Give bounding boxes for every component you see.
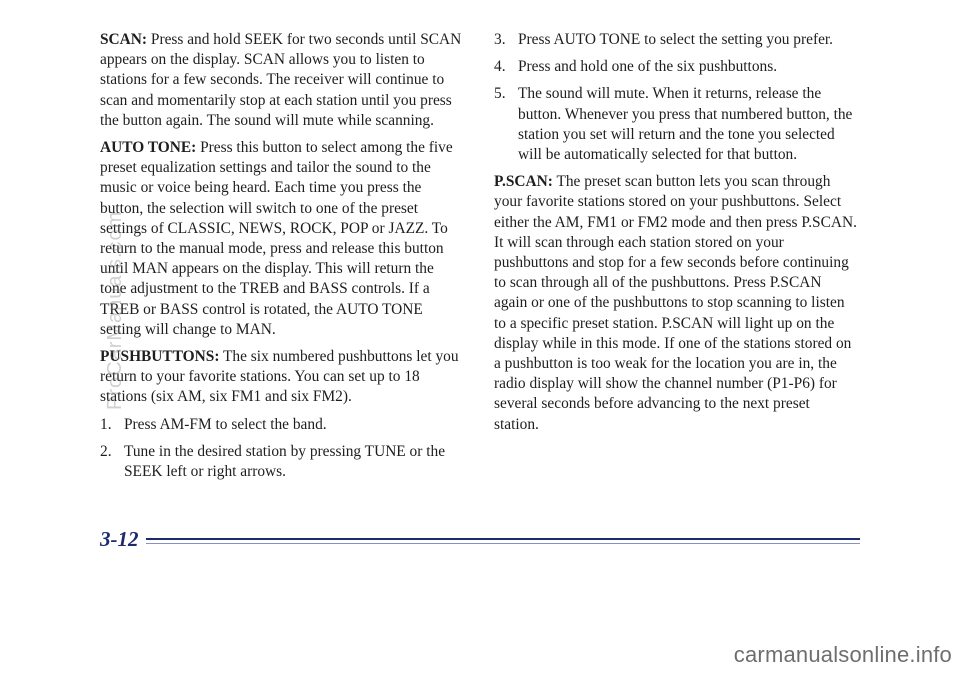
step-number: 5.	[494, 85, 506, 103]
step-number: 3.	[494, 31, 506, 48]
pscan-term: P.SCAN:	[494, 173, 553, 191]
page-footer	[100, 525, 860, 555]
footer-rule-thin	[146, 543, 860, 544]
auto-tone-text: Press this button to select among the five preset equalization settings and tailor the sound to the music or voice being heard. Each time you press the button, the selection will switch to one of the preset settings of CLASSIC, NEWS, ROCK, POP or JAZZ. To return to the manual mode, press and release this button until MAN appears on the display. This will return the tone adjustment to the TREB and BASS controls. If a TREB or BASS control is rotated, the AUTO TONE setting will change to MAN.	[100, 139, 453, 338]
scan-text: Press and hold SEEK for two seconds until SCAN appears on the display. SCAN allows you to listen to stations for a few seconds. The receiver will continue to scan and momentarily stop at each station until you press the button again. The sound will mute while scanning.	[100, 31, 462, 129]
step-text: Press AUTO TONE to select the setting you prefer.	[518, 31, 834, 48]
step-number: 2.	[100, 442, 112, 460]
step-item	[494, 57, 858, 77]
site-watermark: carmanualsonline.info	[733, 642, 952, 667]
step-item	[494, 84, 858, 165]
step-number: 4.	[494, 58, 506, 76]
step-item	[100, 415, 462, 435]
pushbuttons-term: PUSHBUTTONS:	[100, 348, 220, 366]
pushbuttons-text: The six numbered pushbuttons let you return to your favorite stations. You can set up to 18 stations (six AM, six FM1 and six FM2).	[100, 348, 459, 406]
pushbuttons-paragraph	[100, 347, 462, 408]
step-text: Press AM-FM to select the band.	[124, 415, 327, 433]
footer-rule	[146, 538, 860, 540]
step-item	[494, 30, 858, 50]
step-text: Press and hold one of the six pushbuttons.	[518, 58, 778, 76]
pscan-text: The preset scan button lets you scan through your favorite stations stored on your pushbuttons. Select either the AM, FM1 or FM2 mode and then press P.SCAN. It will scan through each station stored on your pushbuttons and stop for a few seconds before continuing to scan through all of the pushbuttons. Press P.SCAN again or one of the pushbuttons to stop scanning to listen to a specific preset station. P.SCAN will light up on the display while in this mode. If one of the stations stored on a pushbutton is too weak for the location you are in, the radio display will show the channel number (P1-P6) for several seconds before advancing to the next preset station.	[494, 173, 857, 433]
vertical-watermark: ProCarManuals.com	[104, 210, 126, 410]
left-column	[100, 30, 462, 489]
scan-paragraph	[100, 30, 462, 131]
right-column	[494, 30, 858, 442]
page-number: 3-12	[100, 527, 139, 551]
auto-tone-term: AUTO TONE:	[100, 139, 197, 157]
step-item	[100, 442, 462, 482]
pscan-paragraph	[494, 172, 858, 435]
step-number: 1.	[100, 415, 112, 433]
auto-tone-paragraph	[100, 138, 462, 340]
step-text: Tune in the desired station by pressing TUNE or the SEEK left or right arrows.	[124, 442, 446, 481]
step-text: The sound will mute. When it returns, release the button. Whenever you press that numbered button, the station you set will return and the tone you selected will be automatically selected for that button.	[518, 85, 853, 164]
scan-term: SCAN:	[100, 31, 148, 48]
